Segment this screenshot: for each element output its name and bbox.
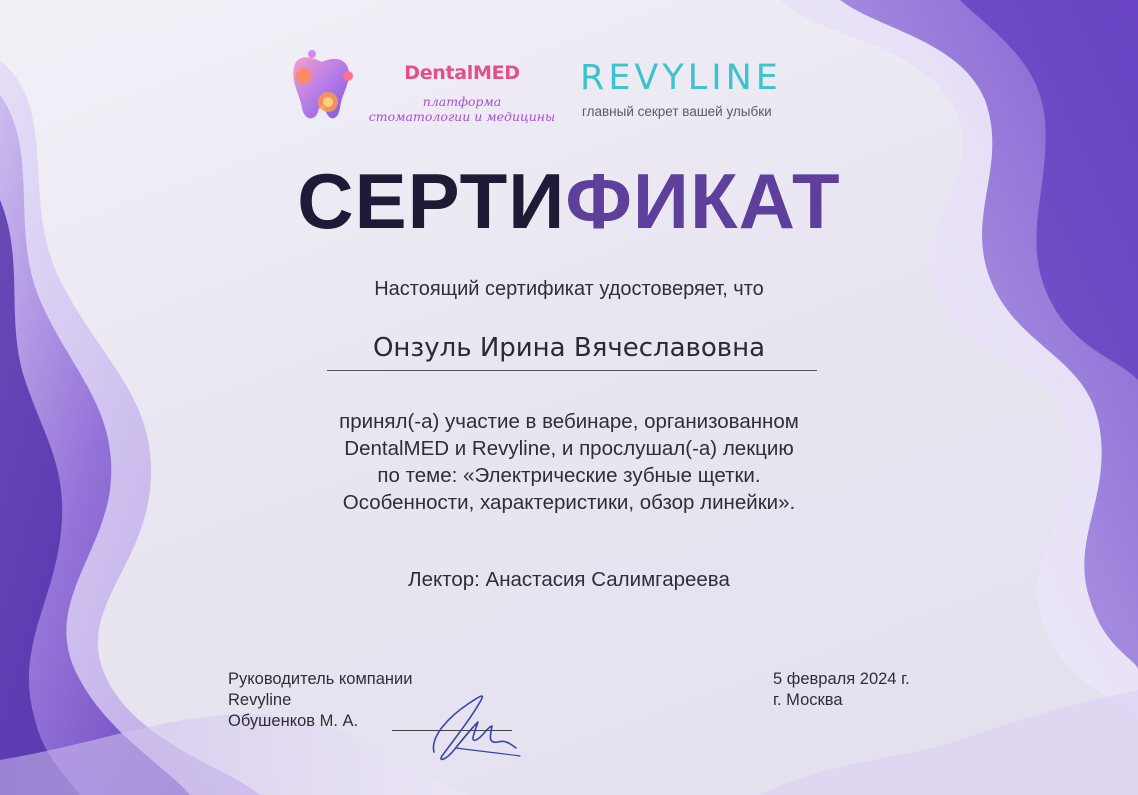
revyline-brand-name: REVYLINE [580,58,782,98]
intro-text: Настоящий сертификат удостоверяет, что [374,278,764,300]
signatory-name: Обушенков М. А. [228,712,359,730]
signatory-position: Руководитель компании [228,670,413,688]
body-line: DentalMED и Revyline, и прослушал(-а) лекцию [344,437,794,460]
recipient-name: Онзуль Ирина Вячеславовна [372,333,766,363]
certificate-title [0,156,1138,247]
lector-text: Лектор: Анастасия Салимгареева [408,568,730,591]
signatory-company: Revyline [228,691,292,709]
dentalmed-subtitle-line2: стоматологии и медицины [368,109,556,124]
title-part-purple: ФИКАТ [565,157,841,245]
dentalmed-brand-name: DentalMED [404,62,520,84]
recipient-underline [327,370,817,371]
certificate-body [200,408,938,516]
body-line: Особенности, характеристики, обзор линейки». [342,491,796,514]
body-line: по теме: «Электрические зубные щетки. [377,464,761,487]
issue-city: г. Москва [773,691,843,709]
title-part-dark: СЕРТИ [297,157,566,245]
signatory-block [228,669,412,732]
handwritten-signature [420,686,530,764]
body-line: принял(-а) участие в вебинаре, организованном [339,410,799,433]
issue-block [773,669,910,711]
revyline-tagline: главный секрет вашей улыбки [582,104,772,119]
issue-date: 5 февраля 2024 г. [773,670,910,688]
dentalmed-subtitle-line1: платформа [422,94,502,109]
